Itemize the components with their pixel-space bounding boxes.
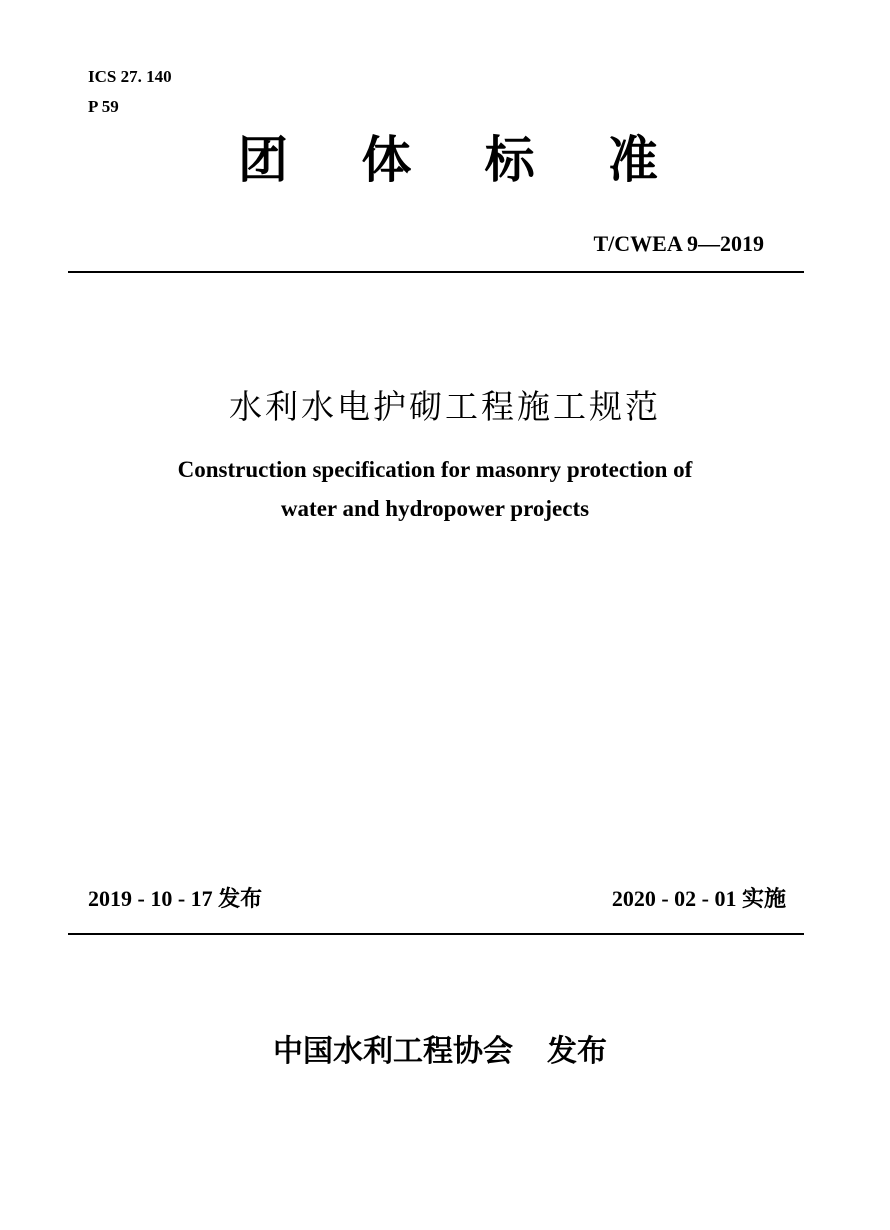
standard-type-char: 标 bbox=[484, 131, 535, 189]
title-english-line2: water and hydropower projects bbox=[280, 496, 590, 521]
standard-type-char: 体 bbox=[361, 131, 412, 189]
issue-date: 2019 - 10 - 17 发布 bbox=[88, 886, 263, 911]
title-english-line1: Construction specification for masonry protection of bbox=[177, 457, 693, 482]
standard-type-char: 准 bbox=[607, 131, 658, 189]
top-divider bbox=[68, 271, 804, 273]
publisher-line bbox=[0, 1030, 880, 1074]
publisher-organization: 中国水利工程协会 bbox=[273, 1035, 513, 1068]
standard-type-char: 团 bbox=[238, 131, 288, 189]
bottom-divider bbox=[68, 933, 804, 935]
title-chinese: 水利水电护砌工程施工规范 bbox=[229, 387, 661, 426]
ccs-code: P 59 bbox=[88, 97, 119, 116]
publisher-action: 发布 bbox=[547, 1035, 607, 1068]
ics-code: ICS 27. 140 bbox=[88, 67, 172, 86]
standard-number: T/CWEA 9—2019 bbox=[593, 231, 764, 256]
standard-type-heading bbox=[238, 130, 658, 190]
implementation-date: 2020 - 02 - 01 实施 bbox=[611, 886, 786, 911]
